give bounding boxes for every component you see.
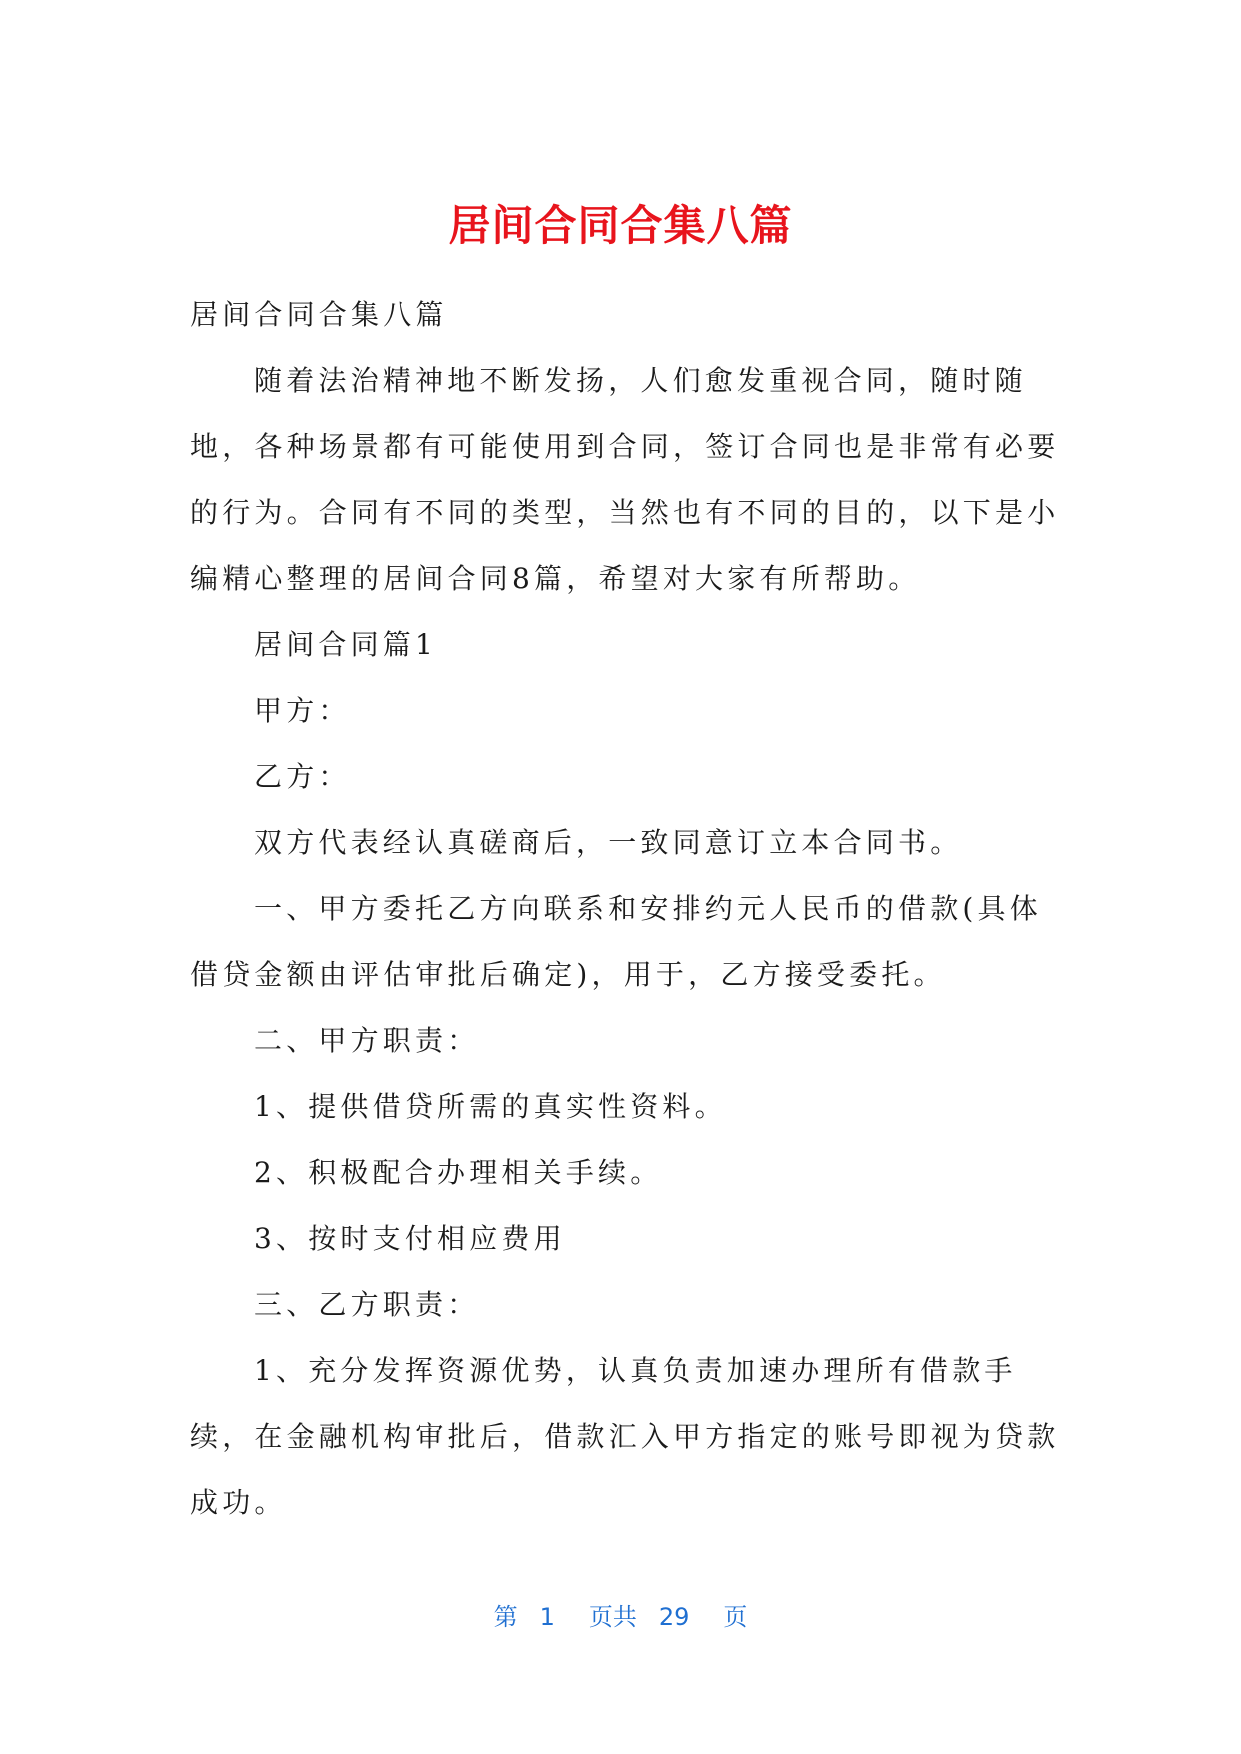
paragraph-clause-2-item-2: 2、积极配合办理相关手续。 (254, 1156, 663, 1189)
paragraph-heading: 居间合同合集八篇 (190, 298, 448, 331)
paragraph-clause-2-item-3: 3、按时支付相应费用 (254, 1222, 566, 1255)
footer-prefix: 第 (493, 1603, 518, 1631)
paragraph-clause-1: 一、甲方委托乙方向联系和安排约元人民币的借款(具体借贷金额由评估审批后确定)，用于，乙方接受委托。 (190, 892, 1042, 991)
paragraph-agreement: 双方代表经认真磋商后，一致同意订立本合同书。 (254, 826, 963, 859)
paragraph-clause-3-heading: 三、乙方职责： (254, 1288, 480, 1321)
paragraph-contract-title: 居间合同篇1 (254, 628, 438, 661)
footer-suffix: 页 (723, 1603, 748, 1631)
footer-current-page: 1 (539, 1603, 555, 1631)
page-footer (0, 1600, 1241, 1634)
footer-middle: 页共 (588, 1603, 637, 1631)
footer-total-pages: 29 (658, 1603, 690, 1631)
document-body (190, 282, 1060, 1536)
paragraph-party-b: 乙方： (254, 760, 351, 793)
paragraph-clause-2-item-1: 1、提供借贷所需的真实性资料。 (254, 1090, 727, 1123)
paragraph-clause-2-heading: 二、甲方职责： (254, 1024, 480, 1057)
paragraph-party-a: 甲方： (254, 694, 351, 727)
paragraph-intro: 随着法治精神地不断发扬，人们愈发重视合同，随时随地，各种场景都有可能使用到合同，签订合同也是非常有必要的行为。合同有不同的类型，当然也有不同的目的，以下是小编精心整理的居间合同8篇，希望对大家有所帮助。 (190, 364, 1060, 595)
document-title: 居间合同合集八篇 (448, 201, 793, 250)
paragraph-clause-3-item-1: 1、充分发挥资源优势，认真负责加速办理所有借款手续，在金融机构审批后，借款汇入甲方指定的账号即视为贷款成功。 (190, 1354, 1060, 1519)
